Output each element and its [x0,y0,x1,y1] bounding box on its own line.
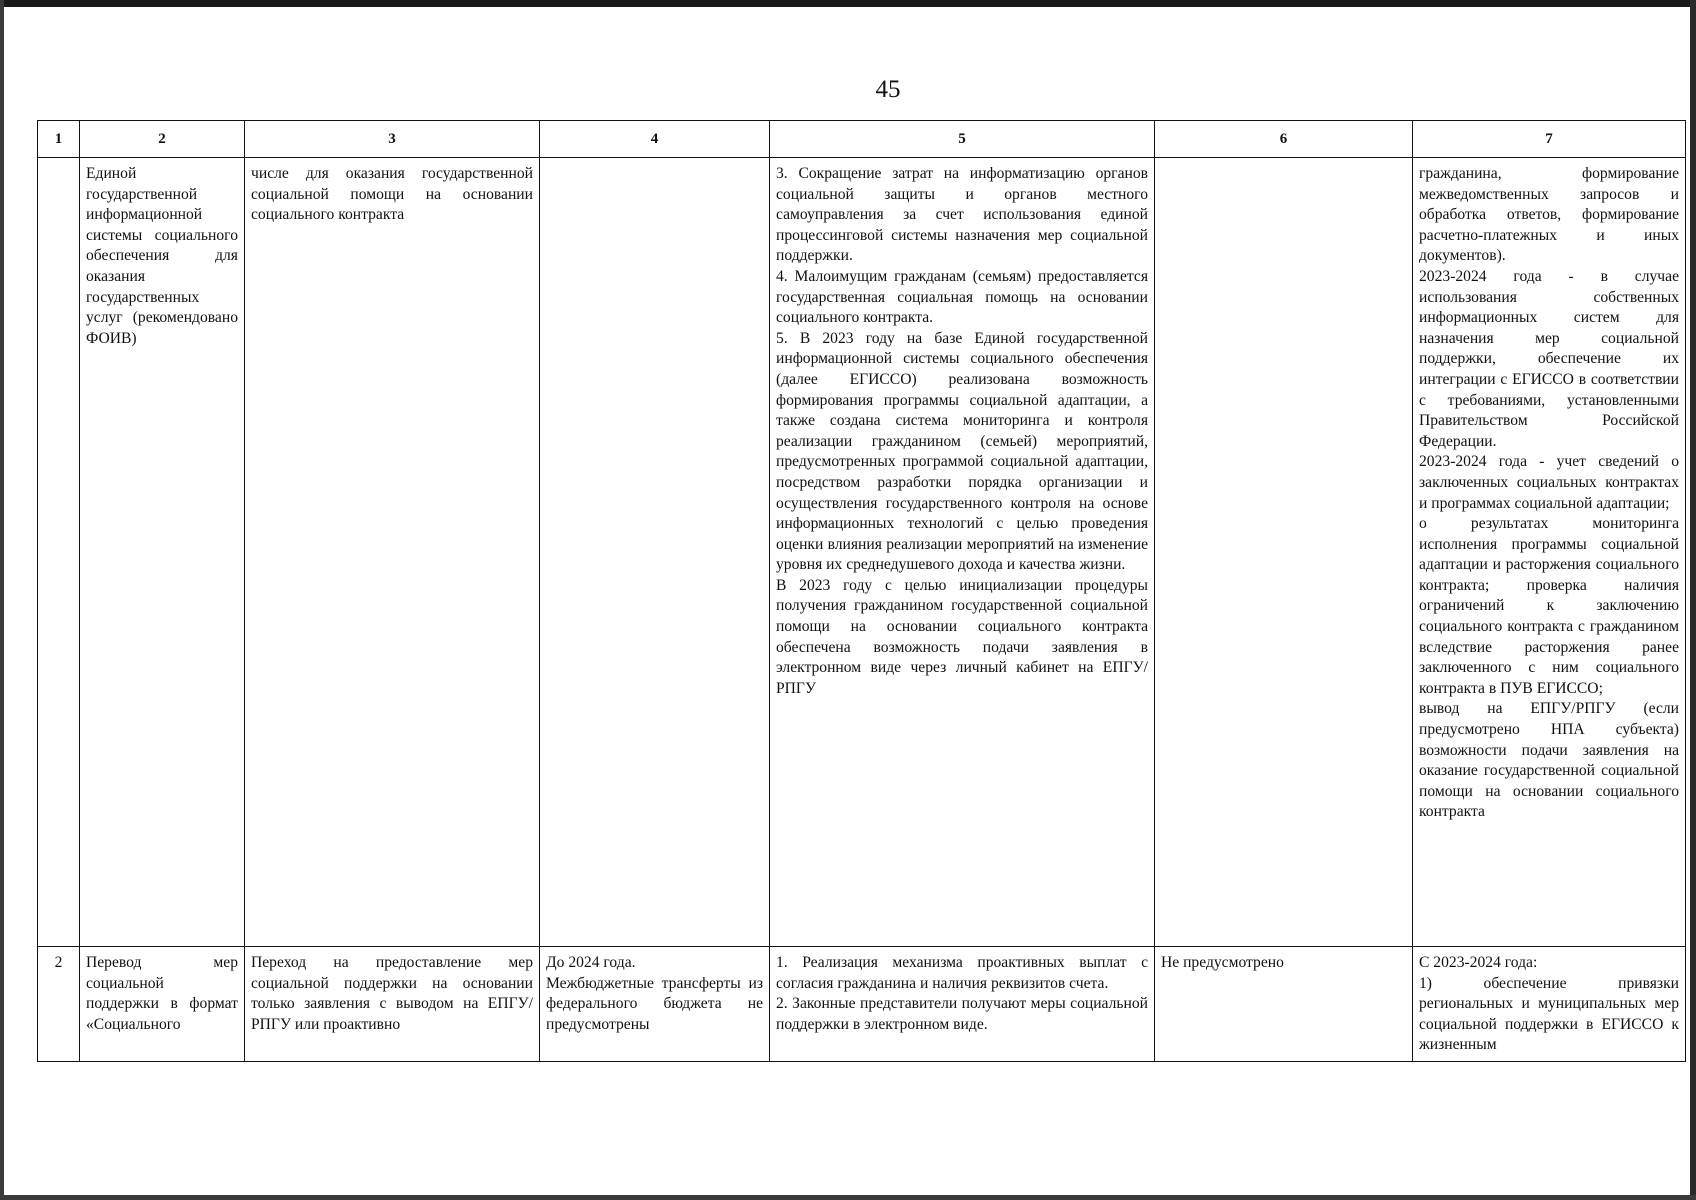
implementation-paragraph: 2023-2024 года - учет сведений о заключенных социальных контрактах и программах социальной адаптации; [1419,453,1679,512]
deadline-cell [540,947,770,1062]
implementation-paragraph: о результатах мониторинга исполнения программы социальной адаптации и расторжения социального контракта; проверка наличия ограничений к заключению социального контракта с гражданином вследствие расторжения ранее заключенного с ним социального контракта в ПУВ ЕГИССО; [1419,515,1679,697]
scan-border-left [0,0,4,1200]
measure-description-cell: Переход на предоставление мер социальной поддержки на основании только заявления с выводом на ЕПГУ/РПГУ или проактивно [245,947,540,1062]
scan-border-right [1690,0,1696,1200]
implementation-paragraph: 1) обеспечение привязки региональных и муниципальных мер социальной поддержки в ЕГИССО к жизненным [1419,974,1679,1054]
result-cell [770,947,1155,1062]
measure-description-cell: числе для оказания государственной социальной помощи на основании социального контракта [245,158,540,947]
scan-border-top [0,0,1696,7]
row-number-cell: 2 [38,947,80,1062]
header-col-2: 2 [80,121,245,158]
scan-border-bottom [0,1195,1696,1200]
implementation-paragraph: вывод на ЕПГУ/РПГУ (если предусмотрено НПА субъекта) возможности подачи заявления на оказание государственной социальной помощи на основании социального контракта [1419,700,1679,821]
result-paragraph: 5. В 2023 году на базе Единой государственной информационной системы социального обеспечения (далее ЕГИССО) реализована возможность формирования программы социальной адаптации, а также создана система мониторинга и контроля реализации гражданином (семьей) мероприятий, предусмотренных программой социальной адаптации, посредством разработки порядка организации и осуществления государственного контроля на основе информационных технологий с целью проведения оценки влияния реализации мероприятий на изменение уровня их среднедушевого дохода и качества жизни. [776,329,1148,574]
header-col-5: 5 [770,121,1155,158]
deadline-paragraph: Межбюджетные трансферты из федерального бюджета не предусмотрены [546,974,763,1033]
header-col-4: 4 [540,121,770,158]
implementation-paragraph: С 2023-2024 года: [1419,954,1538,971]
row-number-cell [38,158,80,947]
header-col-6: 6 [1155,121,1413,158]
header-col-7: 7 [1413,121,1686,158]
header-col-3: 3 [245,121,540,158]
result-paragraph: 4. Малоимущим гражданам (семьям) предоставляется государственная социальная помощь на основании социального контракта. [776,267,1148,327]
result-paragraph: 2. Законные представители получают меры социальной поддержки в электронном виде. [776,995,1148,1033]
implementation-paragraph: гражданина, формирование межведомственных запросов и обработка ответов, формирование расчетно-платежных и иных документов). [1419,165,1679,265]
financing-cell [1155,158,1413,947]
result-paragraph: В 2023 году с целью инициализации процедуры получения гражданином государственной социальной помощи на основании социального контракта обеспечена возможность подачи заявления в электронном виде через личный кабинет на ЕПГУ/РПГУ [776,576,1148,697]
deadline-cell [540,158,770,947]
header-col-1: 1 [38,121,80,158]
table-row [38,947,1686,1062]
document-table [37,120,1686,1062]
table-row [38,158,1686,947]
measure-name-cell: Перевод мер социальной поддержки в формат «Социального [80,947,245,1062]
result-paragraph: 3. Сокращение затрат на информатизацию органов социальной защиты и органов местного самоуправления за счет использования единой процессинговой системы назначения мер социальной поддержки. [776,165,1148,265]
measure-name-cell: Единой государственной информационной системы социального обеспечения для оказания государственных услуг (рекомендовано ФОИВ) [80,158,245,947]
result-cell [770,158,1155,947]
deadline-paragraph: До 2024 года. [546,954,636,971]
result-paragraph: 1. Реализация механизма проактивных выплат с согласия гражданина и наличия реквизитов счета. [776,954,1148,992]
implementation-cell [1413,947,1686,1062]
implementation-paragraph: 2023-2024 года - в случае использования собственных информационных систем для назначения мер социальной поддержки, обеспечение их интеграции с ЕГИССО в соответствии с требованиями, установленными Правительством Российской Федерации. [1419,267,1679,450]
financing-cell: Не предусмотрено [1155,947,1413,1062]
header-row [38,121,1686,158]
page-number: 45 [875,76,901,103]
implementation-cell [1413,158,1686,947]
